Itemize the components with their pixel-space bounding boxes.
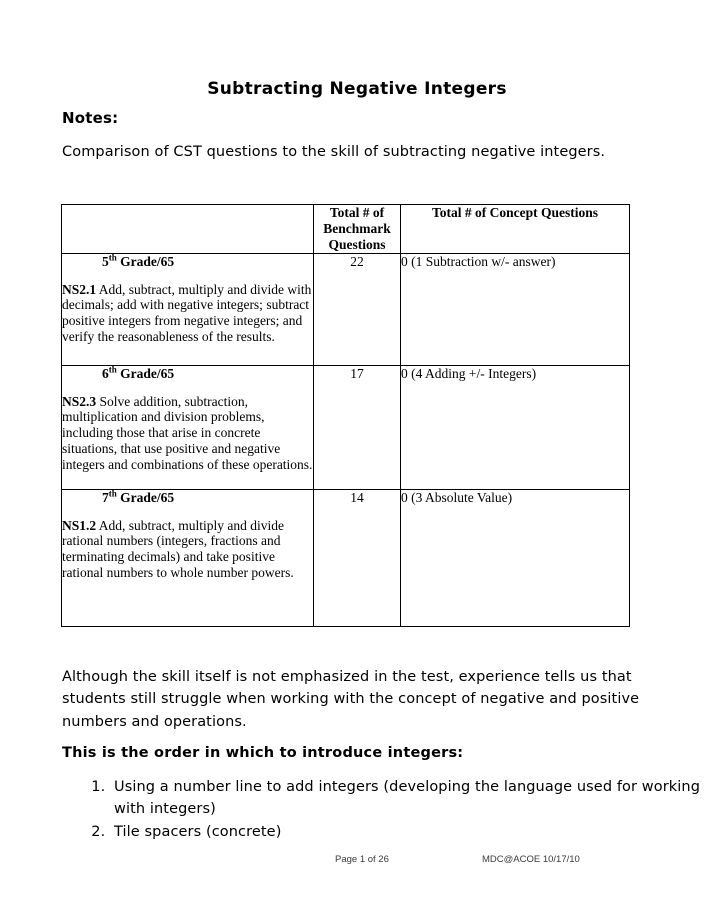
benchmark-header-line-1: Total # of xyxy=(329,205,385,220)
grade-label-rest: Grade/65 xyxy=(116,489,175,505)
grade-number: 7 xyxy=(102,489,109,505)
benchmark-count-cell: 22 xyxy=(314,253,401,365)
concept-questions-cell: 0 (4 Adding +/- Integers) xyxy=(401,365,630,489)
standard-code: NS1.2 xyxy=(62,517,97,533)
grade-number: 6 xyxy=(102,365,109,381)
benchmark-count-cell: 17 xyxy=(314,365,401,489)
benchmark-header-line-2: Benchmark xyxy=(323,220,391,236)
benchmark-header-line-3: Questions xyxy=(328,236,386,252)
order-heading: This is the order in which to introduce integers: xyxy=(62,745,464,761)
standard-text: Add, subtract, multiply and divide rational numbers (integers, fractions and terminating decimals) and take positive rational numbers to whole number powers. xyxy=(62,517,294,580)
concept-questions-cell: 0 (1 Subtraction w/- answer) xyxy=(401,253,630,365)
list-item: 1. Using a number line to add integers (developing the language used for working with integers) xyxy=(110,777,700,821)
page-footer xyxy=(0,854,714,870)
table-row xyxy=(62,253,630,365)
standard-code: NS2.1 xyxy=(62,281,97,297)
table-row xyxy=(62,489,630,626)
list-item: 2. Tile spacers (concrete) xyxy=(110,822,700,844)
page-title: Subtracting Negative Integers xyxy=(207,79,507,100)
grade-label xyxy=(62,366,313,382)
cst-comparison-table xyxy=(61,204,630,627)
table-header-row xyxy=(62,205,630,254)
standard-description xyxy=(62,518,313,581)
standard-description xyxy=(62,394,313,473)
standard-cell xyxy=(62,365,314,489)
standard-cell xyxy=(62,253,314,365)
grade-label-rest: Grade/65 xyxy=(116,253,175,269)
column-header-concept: Total # of Concept Questions xyxy=(401,205,630,254)
standard-text: Add, subtract, multiply and divide with decimals; add with negative integers; subtract positive integers from negative integers; and verify the reasonableness of the results. xyxy=(62,281,312,344)
table-row xyxy=(62,365,630,489)
column-header-benchmark xyxy=(314,205,401,254)
grade-label-rest: Grade/65 xyxy=(116,365,175,381)
footer-page-number: Page 1 of 26 xyxy=(335,854,389,865)
intro-paragraph: Comparison of CST questions to the skill of subtracting negative integers. xyxy=(62,144,606,160)
grade-ordinal-suffix: th xyxy=(108,488,117,499)
grade-ordinal-suffix: th xyxy=(108,252,117,263)
footer-credit: MDC@ACOE 10/17/10 xyxy=(482,854,580,865)
introduction-order-list xyxy=(62,777,700,844)
standard-text: Solve addition, subtraction, multiplication and division problems, including those that arise in concrete situations, that use positive and negative integers and combinations of these operations. xyxy=(62,393,313,472)
grade-label xyxy=(62,254,313,270)
notes-heading: Notes: xyxy=(62,109,119,127)
benchmark-count-cell: 14 xyxy=(314,489,401,626)
grade-number: 5 xyxy=(102,253,109,269)
column-header-standard xyxy=(62,205,314,254)
standard-code: NS2.3 xyxy=(62,393,97,409)
concept-questions-cell: 0 (3 Absolute Value) xyxy=(401,489,630,626)
closing-paragraph: Although the skill itself is not emphasized in the test, experience tells us that students still struggle when working with the concept of negative and positive numbers and operations. xyxy=(62,669,640,730)
standard-description xyxy=(62,282,313,345)
grade-ordinal-suffix: th xyxy=(108,364,117,375)
standard-cell xyxy=(62,489,314,626)
grade-label xyxy=(62,490,313,506)
